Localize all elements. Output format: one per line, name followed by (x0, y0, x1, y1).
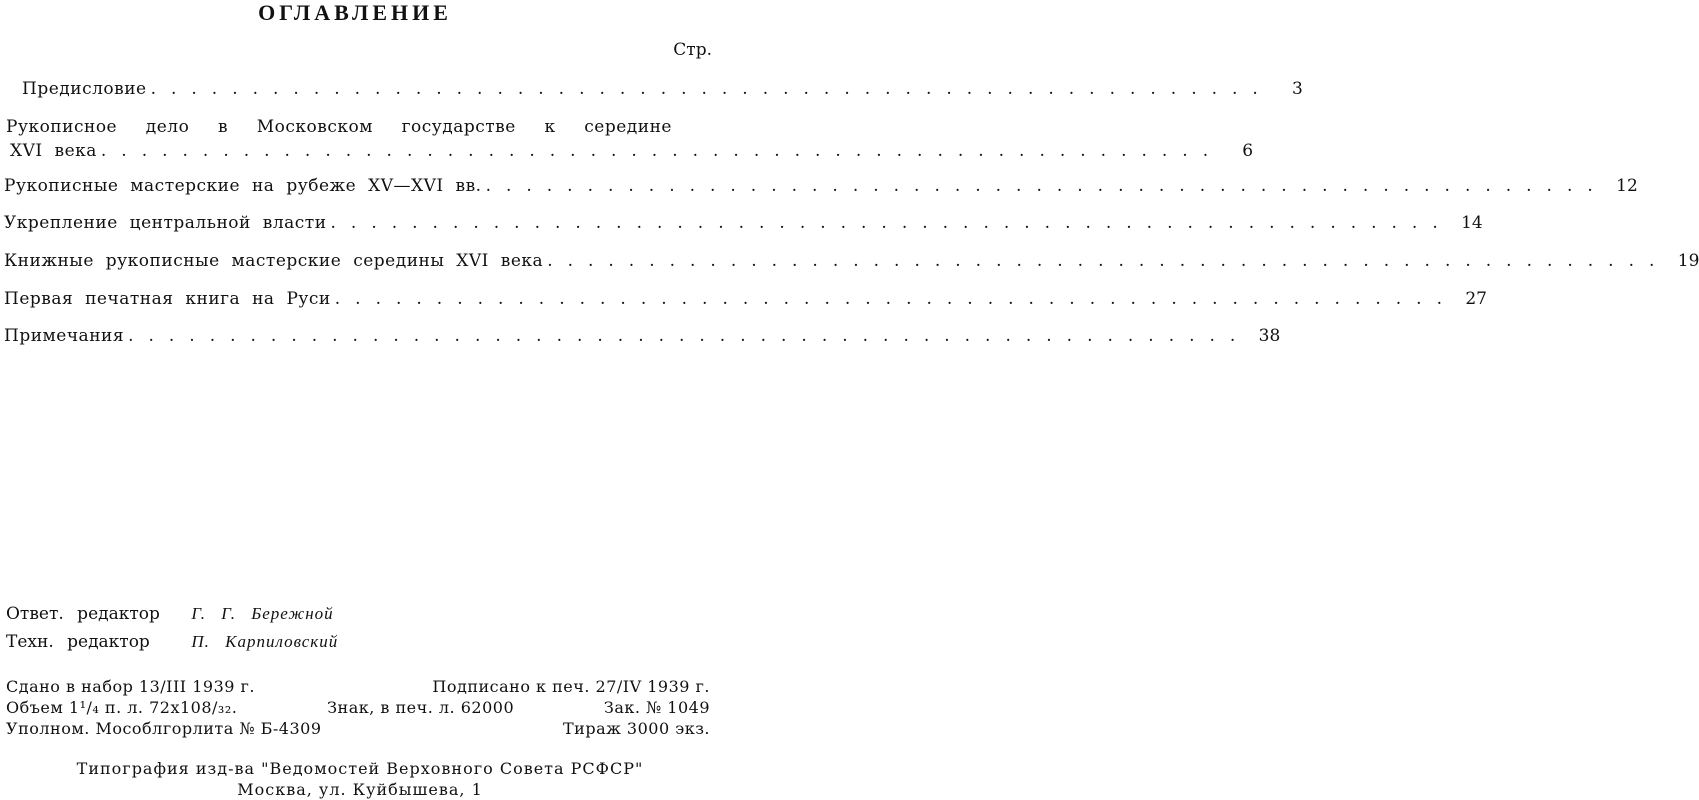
dot-leader: ....................................................... (330, 213, 1453, 233)
dot-leader: ....................................................... (128, 326, 1251, 346)
page-column-header: Стр. (673, 40, 712, 60)
toc-entry-page: 14 (1461, 213, 1483, 233)
imprint-chars: Знак, в печ. л. 62000 (327, 698, 515, 717)
imprint-block (6, 677, 710, 740)
imprint-signed-date: Подписано к печ. 27/IV 1939 г. (432, 677, 710, 696)
toc-entry (22, 78, 1303, 100)
credit-role: Техн. редактор (6, 632, 150, 652)
dot-leader: ....................................................... (100, 141, 1224, 161)
toc-entry (10, 140, 1254, 162)
printer-block (0, 758, 720, 800)
toc-entry-label: Укрепление центральной власти (4, 213, 327, 233)
toc-entry-label: Рукописные мастерские на рубеже XV—XVI вв. (4, 176, 482, 196)
toc-entry (4, 175, 1638, 197)
imprint-typeset-date: Сдано в набор 13/III 1939 г. (6, 677, 255, 696)
credit-line (6, 630, 338, 654)
toc-entry-label: Первая печатная книга на Руси (4, 289, 331, 309)
dot-leader: ....................................................... (485, 176, 1608, 196)
dot-leader: ....................................................... (547, 251, 1670, 271)
credit-person: П. Карпиловский (191, 632, 339, 651)
printer-name: Типография изд-ва "Ведомостей Верховного Совета РСФСР" (76, 759, 644, 778)
printer-address: Москва, ул. Куйбышева, 1 (237, 780, 483, 799)
toc-entry (4, 325, 1281, 347)
credit-line (6, 602, 334, 626)
toc-entry-label: Предисловие (22, 79, 147, 99)
imprint-print-run: Тираж 3000 экз. (563, 719, 710, 738)
toc-entry-label: Книжные рукописные мастерские середины XVI века (4, 251, 544, 271)
toc-entry (4, 212, 1483, 234)
toc-entry-page: 6 (1242, 141, 1254, 161)
toc-entry-page: 3 (1291, 79, 1303, 99)
toc-entry-label: Примечания (4, 326, 125, 346)
toc-entry-page: 12 (1616, 176, 1638, 196)
credit-person: Г. Г. Бережной (191, 604, 334, 623)
imprint-line (6, 719, 710, 740)
credit-role: Ответ. редактор (6, 604, 160, 624)
imprint-order: Зак. № 1049 (603, 698, 710, 717)
toc-entry (4, 288, 1487, 310)
toc-entry (4, 250, 1699, 272)
toc-entry-label: XVI века (10, 141, 97, 161)
imprint-censor: Уполном. Мособлгорлита № Б-4309 (6, 719, 322, 738)
toc-entry-page: 27 (1465, 289, 1487, 309)
imprint-volume: Объем 1¹/₄ п. л. 72x108/₃₂. (6, 698, 238, 717)
toc-entry-label-line1: Рукописное дело в Московском государстве к середине (6, 117, 672, 137)
toc-entry-page: 38 (1258, 326, 1281, 346)
imprint-line (6, 698, 710, 719)
imprint-line (6, 677, 710, 698)
dot-leader: ....................................................... (150, 79, 1273, 99)
page-title: ОГЛАВЛЕНИЕ (258, 0, 452, 25)
dot-leader: ....................................................... (334, 289, 1457, 309)
toc-entry-page: 19 (1677, 251, 1699, 271)
